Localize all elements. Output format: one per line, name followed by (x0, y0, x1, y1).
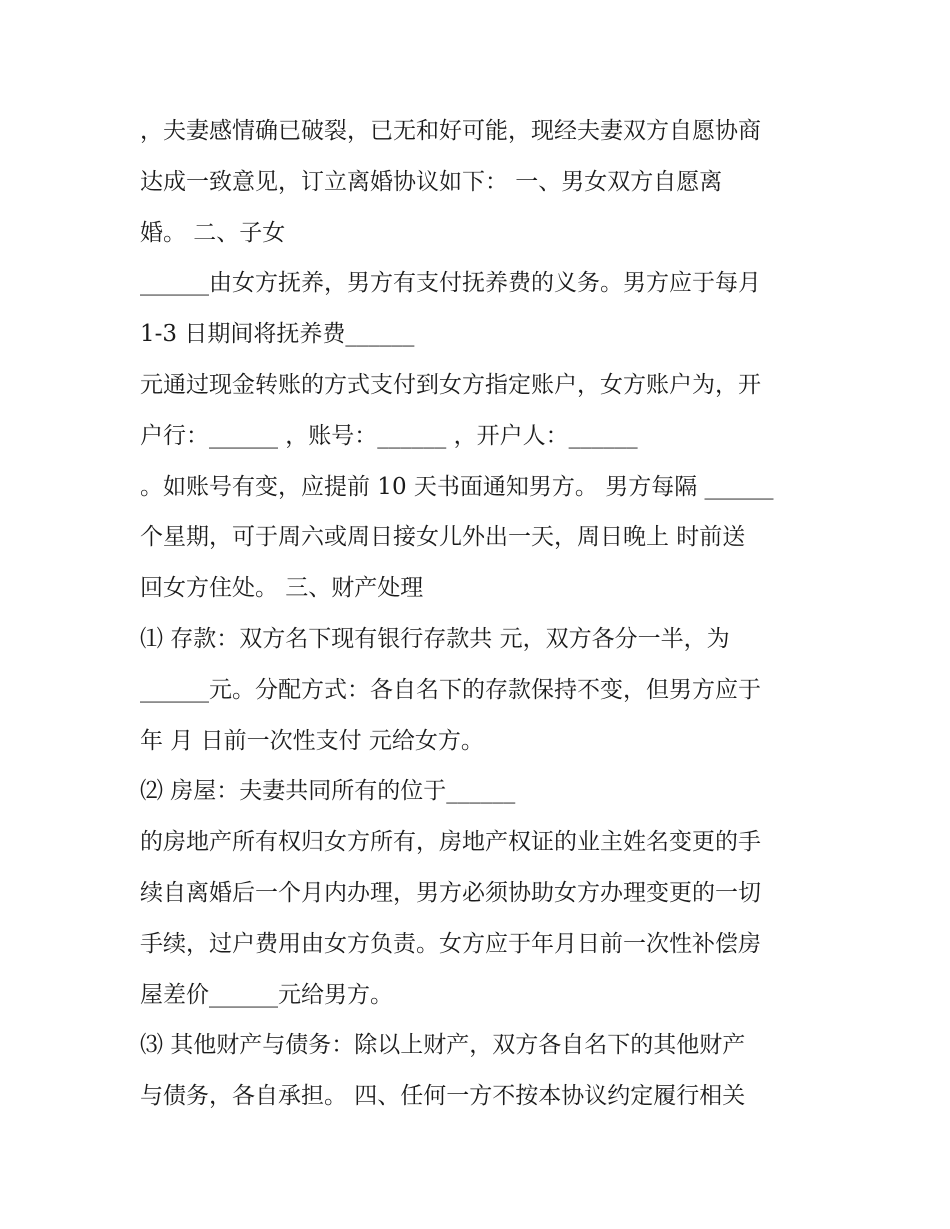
text-line-11: ⑴ 存款：双方名下现有银行存款共 元，双方各分一半，为 (140, 625, 730, 652)
text-line-15: 的房地产所有权归女方所有，房地产权证的业主姓名变更的手 (140, 829, 761, 856)
text-line-16: 续自离婚后一个月内办理，男方必须协助女方办理变更的一切 (140, 879, 761, 906)
text-line-19: ⑶ 其他财产与债务：除以上财产，双方各自名下的其他财产 (140, 1032, 746, 1059)
text-line-4: ______由女方抚养，男方有支付抚养费的义务。男方应于每月 (140, 270, 761, 297)
text-line-20: 与债务，各自承担。 四、任何一方不按本协议约定履行相关 (140, 1083, 746, 1110)
text-line-9: 个星期，可于周六或周日接女儿外出一天，周日晚上 时前送 (140, 524, 746, 551)
agreement-text (140, 106, 830, 1122)
text-line-17: 手续，过户费用由女方负责。女方应于年月日前一次性补偿房 (140, 930, 761, 957)
text-line-8: 。如账号有变，应提前 10 天书面通知男方。 男方每隔 ______ (140, 473, 774, 500)
text-line-6: 元通过现金转账的方式支付到女方指定账户，女方账户为，开 (140, 371, 761, 398)
text-line-5: 1-3 日期间将抚养费______ (140, 321, 415, 348)
text-line-18: 屋差价______元给男方。 (140, 981, 393, 1008)
text-line-7: 户行：______ ，账号：______ ，开户人：______ (140, 422, 638, 449)
text-line-3: 婚。 二、子女 (140, 219, 286, 246)
text-line-13: 年 月 日前一次性支付 元给女方。 (140, 727, 484, 754)
text-line-1: ，夫妻感情确已破裂，已无和好可能，现经夫妻双方自愿协商 (140, 118, 761, 144)
text-line-12: ______元。分配方式：各自名下的存款保持不变，但男方应于 (140, 676, 761, 703)
text-line-2: 达成一致意见，订立离婚协议如下： 一、男女双方自愿离 (140, 168, 723, 195)
text-line-10: 回女方住处。 三、财产处理 (140, 575, 424, 602)
text-line-14: ⑵ 房屋：夫妻共同所有的位于______ (140, 778, 516, 805)
